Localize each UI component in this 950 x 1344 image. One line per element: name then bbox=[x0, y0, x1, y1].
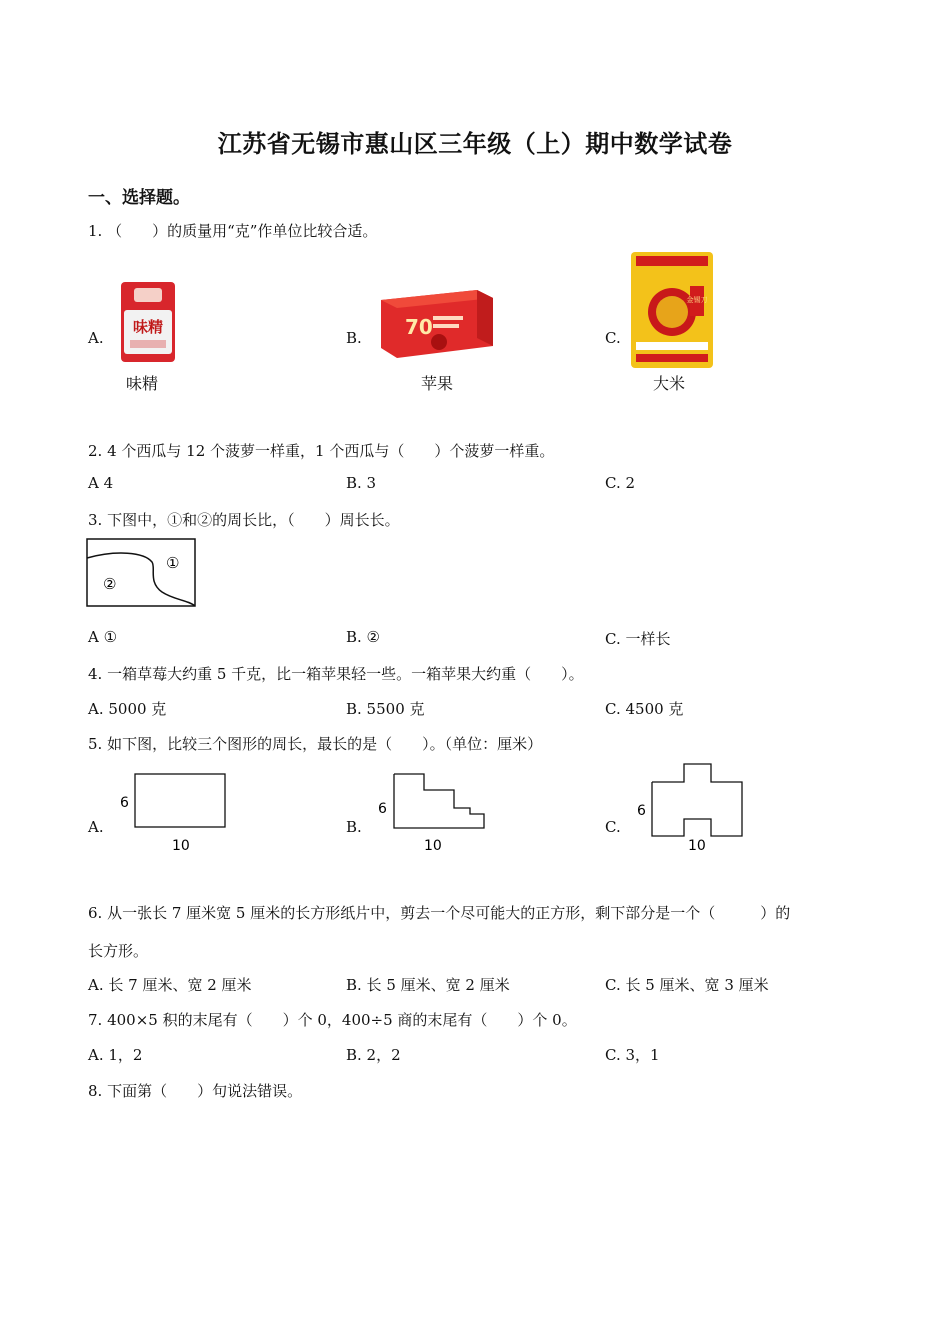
q2-option-a: A 4 bbox=[88, 474, 114, 492]
apple-box-image bbox=[377, 286, 497, 362]
q5-figure-b bbox=[372, 768, 492, 858]
q5b-height-label: 6 bbox=[378, 801, 387, 817]
q6-option-b: B. 长 5 厘米、宽 2 厘米 bbox=[346, 976, 510, 994]
q5c-height-label: 6 bbox=[637, 803, 646, 819]
question-5: 5. 如下图，比较三个图形的周长，最长的是（ ）。（单位：厘米） bbox=[88, 735, 543, 753]
q1-option-a-label: A. bbox=[88, 329, 104, 347]
q5c-width-label: 10 bbox=[688, 838, 706, 854]
q4-option-c: C. 4500 克 bbox=[605, 700, 684, 718]
msg-package-text: 味精 bbox=[132, 318, 164, 336]
q4-option-b: B. 5500 克 bbox=[346, 700, 425, 718]
question-2: 2. 4 个西瓜与 12 个菠萝一样重，1 个西瓜与（ ）个菠萝一样重。 bbox=[88, 442, 555, 460]
question-6-line-2: 长方形。 bbox=[88, 942, 149, 960]
q7-option-b: B. 2，2 bbox=[346, 1046, 401, 1064]
q1-caption-apple: 苹果 bbox=[421, 374, 454, 393]
apple-box-text: 70 bbox=[405, 315, 433, 339]
q5-option-c-label: C. bbox=[605, 818, 621, 836]
question-3: 3. 下图中，①和②的周长比，（ ）周长长。 bbox=[88, 511, 400, 529]
q5-figure-a bbox=[112, 768, 232, 858]
question-6-line-1: 6. 从一张长 7 厘米宽 5 厘米的长方形纸片中，剪去一个尽可能大的正方形，剩下部分是一个（ ）的 bbox=[88, 904, 791, 922]
question-4: 4. 一箱草莓大约重 5 千克，比一箱苹果轻一些。一箱苹果大约重（ ）。 bbox=[88, 665, 584, 683]
question-7: 7. 400×5 积的末尾有（ ）个 0，400÷5 商的末尾有（ ）个 0。 bbox=[88, 1011, 577, 1029]
q3-region-1-label: ① bbox=[166, 554, 180, 572]
q1-caption-msg: 味精 bbox=[126, 374, 159, 393]
question-1: 1. （ ）的质量用“克”作单位比较合适。 bbox=[88, 222, 378, 240]
q6-option-a: A. 长 7 厘米、宽 2 厘米 bbox=[88, 976, 252, 994]
q5-option-a-label: A. bbox=[88, 818, 104, 836]
q2-option-b: B. 3 bbox=[346, 474, 377, 492]
q3-option-c: C. 一样长 bbox=[605, 630, 671, 648]
question-8: 8. 下面第（ ）句说法错误。 bbox=[88, 1082, 303, 1100]
q4-option-a: A. 5000 克 bbox=[88, 700, 167, 718]
q3-option-a: A ① bbox=[88, 628, 118, 646]
rice-bag-image bbox=[628, 250, 716, 370]
q1-option-b-label: B. bbox=[346, 329, 362, 347]
q3-region-2-label: ② bbox=[103, 575, 117, 593]
q3-option-b: B. ② bbox=[346, 628, 381, 646]
q5a-height-label: 6 bbox=[120, 795, 129, 811]
q1-option-c-label: C. bbox=[605, 329, 621, 347]
q5-figure-c bbox=[632, 760, 752, 860]
section-heading: 一、选择题。 bbox=[88, 188, 190, 208]
q5b-width-label: 10 bbox=[424, 838, 442, 854]
rice-bag-text: 金锡刀 bbox=[686, 296, 708, 304]
q7-option-a: A. 1，2 bbox=[88, 1046, 143, 1064]
q3-figure bbox=[86, 538, 198, 610]
q1-caption-rice: 大米 bbox=[653, 374, 686, 393]
q5-option-b-label: B. bbox=[346, 818, 362, 836]
q7-option-c: C. 3，1 bbox=[605, 1046, 660, 1064]
q5a-width-label: 10 bbox=[172, 838, 190, 854]
msg-package-image bbox=[118, 280, 178, 364]
q6-option-c: C. 长 5 厘米、宽 3 厘米 bbox=[605, 976, 769, 994]
page-title: 江苏省无锡市惠山区三年级（上）期中数学试卷 bbox=[217, 130, 733, 158]
q2-option-c: C. 2 bbox=[605, 474, 636, 492]
